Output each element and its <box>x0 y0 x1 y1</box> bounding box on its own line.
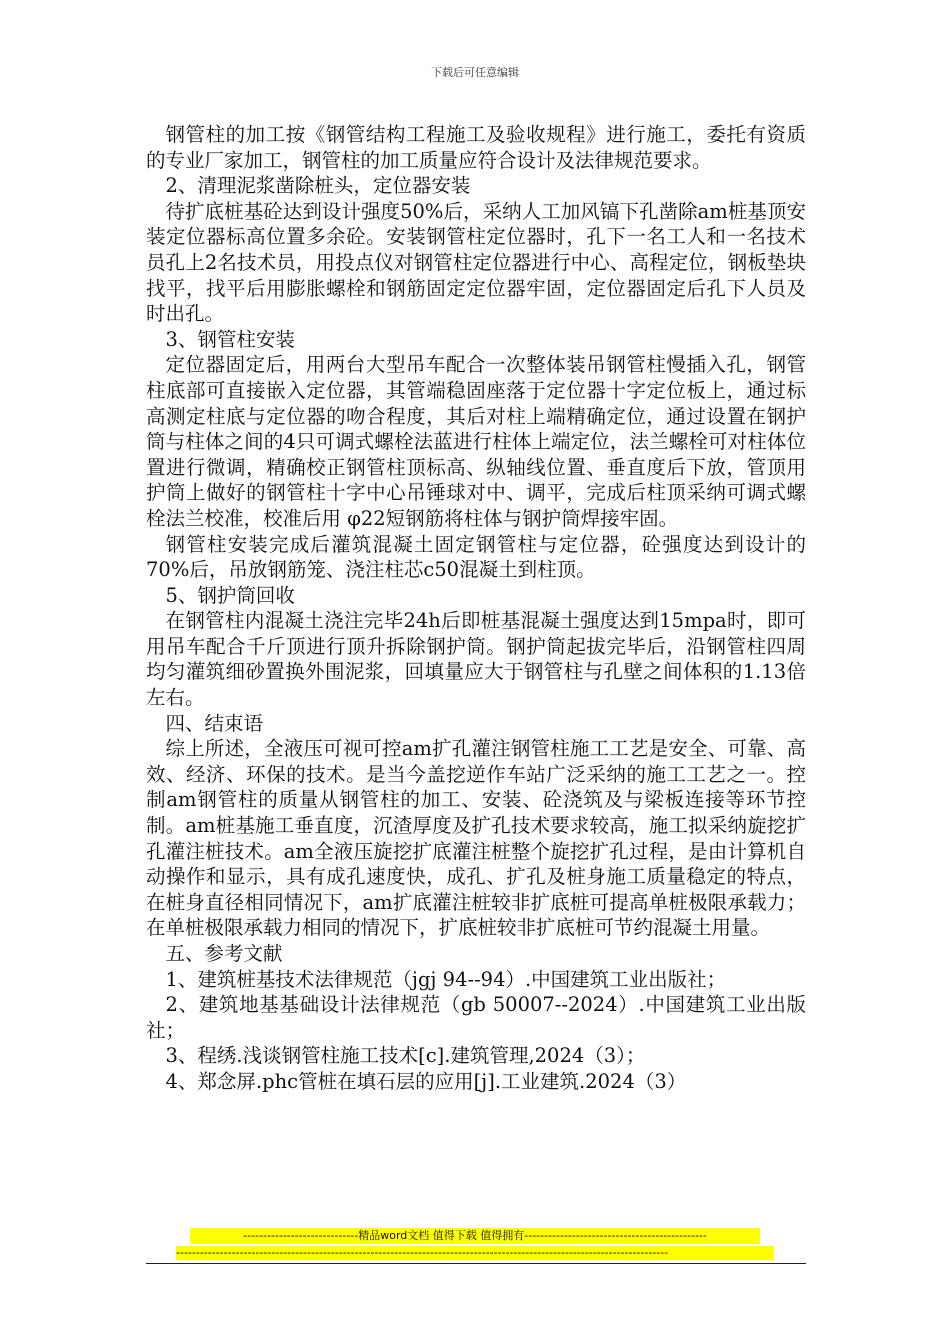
footer-banner: -----------------------------精品word文档 值得下载 值得拥有---------------------------------------------- <box>190 1228 760 1244</box>
reference-item: 1、建筑桩基技术法律规范（jgj 94--94）.中国建筑工业出版社； <box>165 967 727 991</box>
reference-item: 4、郑念屏.phc管桩在填石层的应用[j].工业建筑.2024（3） <box>165 1069 687 1093</box>
page-header: 下载后可任意编辑 <box>431 66 519 79</box>
paragraph: 定位器固定后，用两台大型吊车配合一次整体装吊钢管柱慢插入孔，钢管柱底部可直接嵌入定位器，其管端稳固座落于定位器十字定位板上，通过标高测定柱底与定位器的吻合程度，其后对柱上端精确定位，通过设置在钢护筒与柱体之间的4只可调式螺栓法蓝进行柱体上端定位，法兰螺栓可对柱体位置进行微调，精确校正钢管柱顶标高、纵轴线位置、垂直度后下放，管顶用护筒上做好的钢管柱十字中心吊锤球对中、调平，完成后柱顶采纳可调式螺栓法兰校准，校准后用 φ22短钢筋将柱体与钢护筒焊接牢固。 <box>146 353 806 530</box>
paragraph: 钢管柱的加工按《钢管结构工程施工及验收规程》进行施工，委托有资质的专业厂家加工，钢管柱的加工质量应符合设计及法律规范要求。 <box>146 123 806 172</box>
paragraph: 待扩底桩基砼达到设计强度50%后，采纳人工加风镐下孔凿除am桩基顶安装定位器标高位置多余砼。安装钢管柱定位器时，孔下一名工人和一名技术员孔上2名技术员，用投点仪对钢管柱定位器进行中心、高程定位，钢板垫块找平，找平后用膨胀螺栓和钢筋固定定位器牢固，定位器固定后孔下人员及时出孔。 <box>146 199 806 326</box>
paragraph: 钢管柱安装完成后灌筑混凝土固定钢管柱与定位器，砼强度达到设计的70%后，吊放钢筋笼、浇注柱芯c50混凝土到柱顶。 <box>146 532 806 582</box>
footer-dashes: ---------------------------------------------------------------------------------------------------------------------------- <box>176 1246 774 1260</box>
section-heading: 四、结束语 <box>165 711 264 735</box>
section-heading: 2、清理泥浆凿除桩头，定位器安装 <box>165 174 471 198</box>
paragraph: 综上所述，全液压可视可控am扩孔灌注钢管柱施工工艺是安全、可靠、高效、经济、环保的技术。是当今盖挖逆作车站广泛采纳的施工工艺之一。控制am钢管柱的质量从钢管柱的加工、安装、砼浇筑及与梁板连接等环节控制。am桩基施工垂直度，沉渣厚度及扩孔技术要求较高，施工拟采纳旋挖扩孔灌注桩技术。am全液压旋挖扩底灌注桩整个旋挖扩孔过程，是由计算机自动操作和显示，具有成孔速度快，成孔、扩孔及桩身施工质量稳定的特点，在桩身直径相同情况下，am扩底灌注桩较非扩底桩可提高单桩极限承载力；在单桩极限承载力相同的情况下，扩底桩较非扩底桩可节约混凝土用量。 <box>146 737 806 940</box>
paragraph: 在钢管柱内混凝土浇注完毕24h后即桩基混凝土强度达到15mpa时，即可用吊车配合千斤顶进行顶升拆除钢护筒。钢护筒起拔完毕后，沿钢管柱四周均匀灌筑细砂置换外围泥浆，回填量应大于钢管柱与孔壁之间体积的1.13倍左右。 <box>146 609 806 710</box>
reference-item: 3、程绣.浅谈钢管柱施工技术[c].建筑管理,2024（3）； <box>165 1044 646 1068</box>
footer-divider <box>146 1263 806 1264</box>
section-heading: 3、钢管柱安装 <box>165 327 295 351</box>
reference-item: 2、建筑地基基础设计法律规范（gb 50007--2024）.中国建筑工业出版社； <box>146 993 806 1042</box>
section-heading: 五、参考文献 <box>165 942 283 965</box>
document-body <box>146 122 806 1095</box>
section-heading: 5、钢护筒回收 <box>165 583 295 607</box>
